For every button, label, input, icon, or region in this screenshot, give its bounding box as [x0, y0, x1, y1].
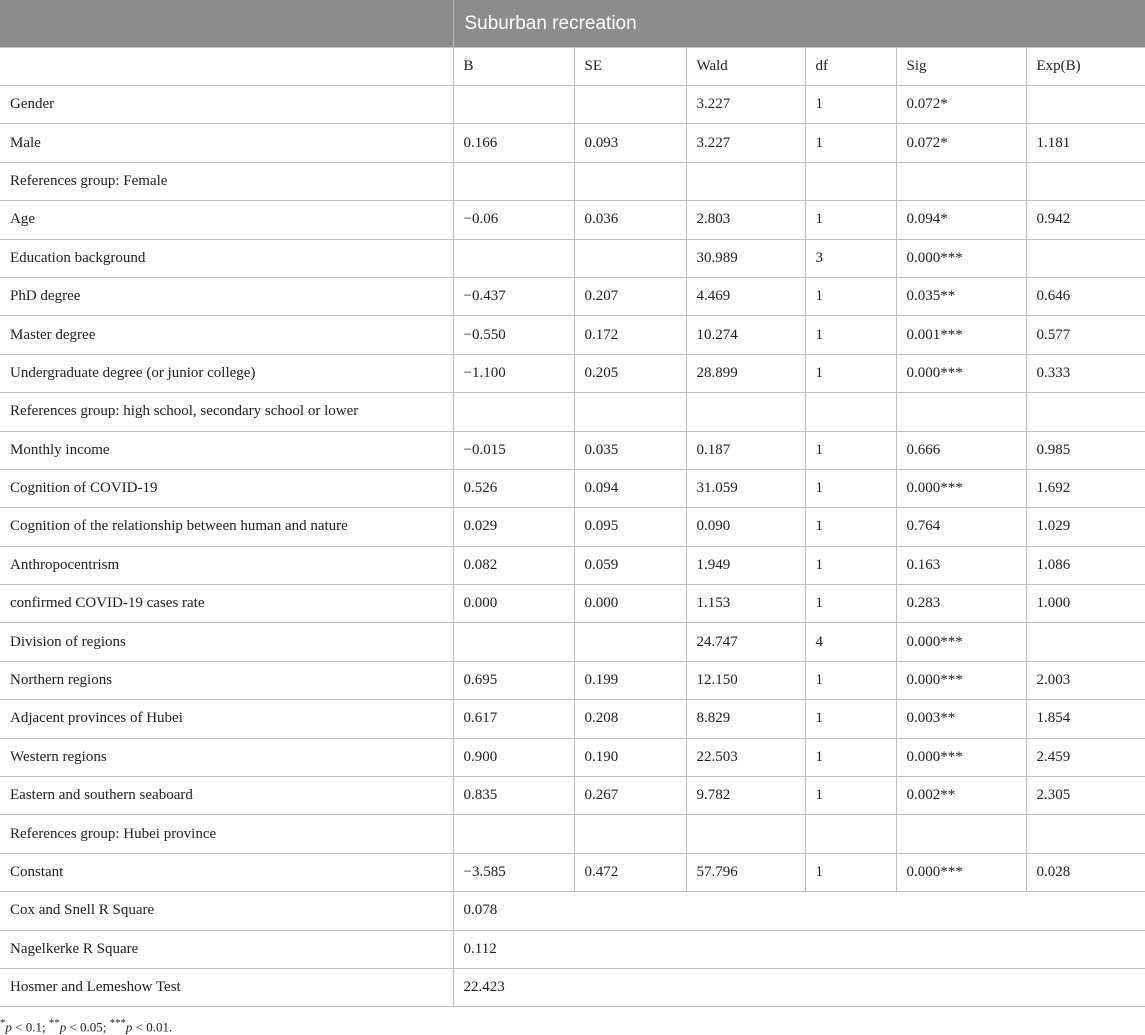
- cell-wald: 31.059: [686, 469, 805, 507]
- column-header-b: B: [453, 48, 574, 86]
- cell-expb: 0.985: [1026, 431, 1145, 469]
- cell-df: 1: [805, 277, 896, 315]
- cell-se: 0.172: [574, 316, 686, 354]
- cell-wald: 57.796: [686, 853, 805, 891]
- column-header-label: [0, 48, 453, 86]
- cell-wald: 22.503: [686, 738, 805, 776]
- cell-sig: 0.000***: [896, 738, 1026, 776]
- table-row: [0, 86, 1145, 124]
- footnote-p: p: [59, 1019, 67, 1035]
- cell-wald: [686, 162, 805, 200]
- cell-b: 0.166: [453, 124, 574, 162]
- column-header-row: [0, 48, 1145, 86]
- summary-label: Nagelkerke R Square: [0, 930, 453, 968]
- cell-expb: [1026, 239, 1145, 277]
- cell-se: 0.095: [574, 508, 686, 546]
- cell-se: 0.000: [574, 585, 686, 623]
- cell-b: −0.015: [453, 431, 574, 469]
- cell-expb: [1026, 86, 1145, 124]
- cell-se: 0.036: [574, 201, 686, 239]
- cell-expb: 2.459: [1026, 738, 1145, 776]
- column-header-df: df: [805, 48, 896, 86]
- cell-sig: 0.283: [896, 585, 1026, 623]
- table-row: [0, 700, 1145, 738]
- cell-wald: 12.150: [686, 661, 805, 699]
- cell-se: 0.205: [574, 354, 686, 392]
- cell-se: [574, 623, 686, 661]
- cell-label: Constant: [0, 853, 453, 891]
- cell-label: Western regions: [0, 738, 453, 776]
- table-row: [0, 738, 1145, 776]
- cell-se: [574, 815, 686, 853]
- table-row: [0, 316, 1145, 354]
- cell-label: References group: Hubei province: [0, 815, 453, 853]
- column-header-expb: Exp(B): [1026, 48, 1145, 86]
- summary-value: 0.078: [453, 892, 1145, 930]
- cell-b: [453, 393, 574, 431]
- footnote-marker: **: [48, 1017, 60, 1029]
- cell-label: Master degree: [0, 316, 453, 354]
- cell-expb: 1.692: [1026, 469, 1145, 507]
- cell-wald: 1.153: [686, 585, 805, 623]
- table-row: [0, 546, 1145, 584]
- cell-label: References group: Female: [0, 162, 453, 200]
- cell-label: Northern regions: [0, 661, 453, 699]
- cell-b: [453, 162, 574, 200]
- cell-wald: [686, 393, 805, 431]
- cell-label: Anthropocentrism: [0, 546, 453, 584]
- cell-wald: 24.747: [686, 623, 805, 661]
- cell-df: 1: [805, 469, 896, 507]
- cell-sig: [896, 815, 1026, 853]
- cell-se: 0.208: [574, 700, 686, 738]
- cell-expb: [1026, 623, 1145, 661]
- summary-value: 0.112: [453, 930, 1145, 968]
- summary-label: Hosmer and Lemeshow Test: [0, 968, 453, 1006]
- cell-label: Cognition of the relationship between human and nature: [0, 508, 453, 546]
- footnote-text: < 0.1;: [11, 1019, 49, 1035]
- cell-label: Adjacent provinces of Hubei: [0, 700, 453, 738]
- cell-b: 0.695: [453, 661, 574, 699]
- cell-df: 3: [805, 239, 896, 277]
- cell-label: Division of regions: [0, 623, 453, 661]
- group-header: Suburban recreation: [453, 0, 1145, 48]
- summary-row: [0, 968, 1145, 1006]
- cell-se: [574, 239, 686, 277]
- cell-se: 0.472: [574, 853, 686, 891]
- cell-df: 1: [805, 201, 896, 239]
- cell-b: −3.585: [453, 853, 574, 891]
- cell-wald: 28.899: [686, 354, 805, 392]
- cell-df: [805, 162, 896, 200]
- cell-df: 1: [805, 508, 896, 546]
- table-row: [0, 469, 1145, 507]
- cell-b: 0.029: [453, 508, 574, 546]
- cell-sig: 0.000***: [896, 853, 1026, 891]
- cell-wald: 30.989: [686, 239, 805, 277]
- cell-b: −0.06: [453, 201, 574, 239]
- cell-se: 0.094: [574, 469, 686, 507]
- cell-sig: 0.000***: [896, 623, 1026, 661]
- table-row: [0, 201, 1145, 239]
- table-row: [0, 277, 1145, 315]
- table-row: [0, 124, 1145, 162]
- cell-sig: 0.764: [896, 508, 1026, 546]
- footnote: [0, 1017, 172, 1035]
- cell-expb: 0.577: [1026, 316, 1145, 354]
- cell-sig: 0.163: [896, 546, 1026, 584]
- cell-se: 0.267: [574, 777, 686, 815]
- cell-se: 0.207: [574, 277, 686, 315]
- cell-wald: 9.782: [686, 777, 805, 815]
- cell-b: 0.082: [453, 546, 574, 584]
- cell-df: 1: [805, 853, 896, 891]
- cell-df: [805, 815, 896, 853]
- cell-se: 0.035: [574, 431, 686, 469]
- table-row: [0, 777, 1145, 815]
- cell-df: 1: [805, 431, 896, 469]
- footnote-text: < 0.05;: [66, 1019, 110, 1035]
- table-row: [0, 162, 1145, 200]
- table-row: [0, 853, 1145, 891]
- cell-wald: 0.187: [686, 431, 805, 469]
- cell-se: [574, 86, 686, 124]
- cell-expb: 2.305: [1026, 777, 1145, 815]
- cell-df: 4: [805, 623, 896, 661]
- cell-wald: 3.227: [686, 124, 805, 162]
- cell-b: [453, 239, 574, 277]
- cell-se: [574, 162, 686, 200]
- table-row: [0, 661, 1145, 699]
- cell-b: [453, 815, 574, 853]
- cell-expb: [1026, 815, 1145, 853]
- cell-b: 0.617: [453, 700, 574, 738]
- cell-sig: 0.001***: [896, 316, 1026, 354]
- summary-label: Cox and Snell R Square: [0, 892, 453, 930]
- cell-df: 1: [805, 661, 896, 699]
- cell-df: 1: [805, 700, 896, 738]
- cell-b: −0.550: [453, 316, 574, 354]
- cell-sig: 0.666: [896, 431, 1026, 469]
- cell-se: [574, 393, 686, 431]
- cell-se: 0.059: [574, 546, 686, 584]
- cell-label: Undergraduate degree (or junior college): [0, 354, 453, 392]
- cell-label: PhD degree: [0, 277, 453, 315]
- cell-expb: 1.000: [1026, 585, 1145, 623]
- column-header-wald: Wald: [686, 48, 805, 86]
- cell-label: Eastern and southern seaboard: [0, 777, 453, 815]
- cell-b: 0.000: [453, 585, 574, 623]
- column-header-se: SE: [574, 48, 686, 86]
- cell-b: [453, 623, 574, 661]
- cell-expb: [1026, 393, 1145, 431]
- group-header-empty-cell: [0, 0, 453, 48]
- cell-sig: 0.072*: [896, 124, 1026, 162]
- table-row: [0, 354, 1145, 392]
- cell-sig: 0.000***: [896, 239, 1026, 277]
- cell-sig: 0.000***: [896, 354, 1026, 392]
- cell-sig: 0.000***: [896, 661, 1026, 699]
- table-row: [0, 431, 1145, 469]
- cell-label: Monthly income: [0, 431, 453, 469]
- cell-expb: 1.854: [1026, 700, 1145, 738]
- cell-sig: 0.000***: [896, 469, 1026, 507]
- cell-wald: 3.227: [686, 86, 805, 124]
- cell-se: 0.093: [574, 124, 686, 162]
- column-header-sig: Sig: [896, 48, 1026, 86]
- cell-expb: 2.003: [1026, 661, 1145, 699]
- cell-expb: 0.646: [1026, 277, 1145, 315]
- cell-wald: [686, 815, 805, 853]
- cell-df: 1: [805, 354, 896, 392]
- footnote-marker: ***: [109, 1017, 126, 1029]
- cell-wald: 2.803: [686, 201, 805, 239]
- cell-label: Gender: [0, 86, 453, 124]
- cell-b: −1.100: [453, 354, 574, 392]
- cell-df: 1: [805, 585, 896, 623]
- cell-label: References group: high school, secondary school or lower: [0, 393, 453, 431]
- cell-df: 1: [805, 86, 896, 124]
- cell-label: Male: [0, 124, 453, 162]
- cell-b: 0.835: [453, 777, 574, 815]
- table-row: [0, 623, 1145, 661]
- cell-b: 0.526: [453, 469, 574, 507]
- cell-expb: 0.028: [1026, 853, 1145, 891]
- summary-row: [0, 892, 1145, 930]
- cell-df: 1: [805, 738, 896, 776]
- cell-wald: 10.274: [686, 316, 805, 354]
- cell-se: 0.199: [574, 661, 686, 699]
- table-row: [0, 585, 1145, 623]
- cell-b: 0.900: [453, 738, 574, 776]
- table-row: [0, 239, 1145, 277]
- cell-sig: 0.002**: [896, 777, 1026, 815]
- cell-df: 1: [805, 777, 896, 815]
- cell-wald: 4.469: [686, 277, 805, 315]
- cell-df: 1: [805, 124, 896, 162]
- footnote-p: p: [125, 1019, 133, 1035]
- group-header-row: [0, 0, 1145, 48]
- cell-wald: 8.829: [686, 700, 805, 738]
- cell-expb: 1.029: [1026, 508, 1145, 546]
- cell-sig: 0.003**: [896, 700, 1026, 738]
- table-row: [0, 508, 1145, 546]
- table-body: [0, 48, 1145, 1007]
- footnote-text: < 0.01.: [132, 1019, 173, 1035]
- cell-label: Education background: [0, 239, 453, 277]
- cell-df: [805, 393, 896, 431]
- cell-sig: 0.035**: [896, 277, 1026, 315]
- cell-label: Age: [0, 201, 453, 239]
- summary-value: 22.423: [453, 968, 1145, 1006]
- table-row: [0, 393, 1145, 431]
- cell-expb: [1026, 162, 1145, 200]
- cell-sig: 0.094*: [896, 201, 1026, 239]
- cell-se: 0.190: [574, 738, 686, 776]
- footnote-marker: *: [0, 1017, 6, 1029]
- table-row: [0, 815, 1145, 853]
- cell-sig: [896, 393, 1026, 431]
- cell-df: 1: [805, 316, 896, 354]
- cell-label: Cognition of COVID-19: [0, 469, 453, 507]
- cell-wald: 1.949: [686, 546, 805, 584]
- cell-wald: 0.090: [686, 508, 805, 546]
- cell-label: confirmed COVID-19 cases rate: [0, 585, 453, 623]
- cell-b: −0.437: [453, 277, 574, 315]
- summary-row: [0, 930, 1145, 968]
- footnote-p: p: [5, 1019, 12, 1035]
- cell-expb: 0.942: [1026, 201, 1145, 239]
- cell-sig: 0.072*: [896, 86, 1026, 124]
- cell-sig: [896, 162, 1026, 200]
- cell-expb: 1.086: [1026, 546, 1145, 584]
- cell-expb: 1.181: [1026, 124, 1145, 162]
- cell-df: 1: [805, 546, 896, 584]
- cell-b: [453, 86, 574, 124]
- cell-expb: 0.333: [1026, 354, 1145, 392]
